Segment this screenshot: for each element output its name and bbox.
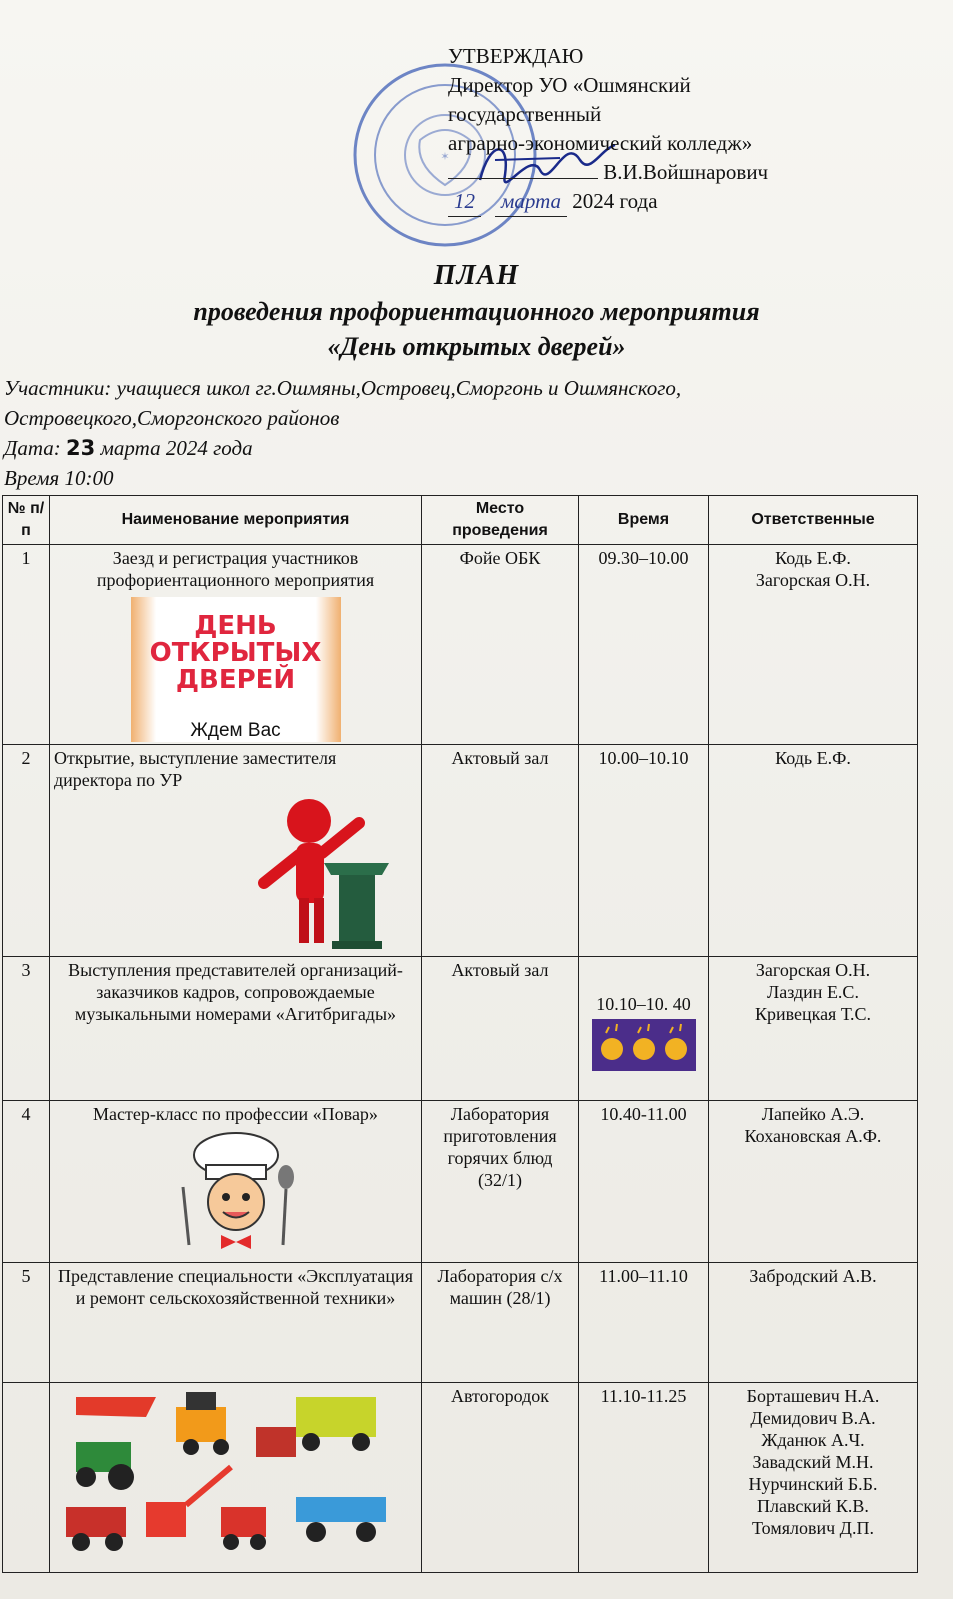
table-row	[3, 1383, 918, 1573]
banner-line3: ДВЕРЕЙ	[175, 665, 296, 695]
table-row	[3, 1101, 918, 1263]
applause-image	[592, 1019, 696, 1071]
approval-block	[448, 42, 868, 217]
participants-label: Участники:	[4, 376, 112, 400]
row-responsible	[709, 1263, 918, 1383]
approval-signature-line	[448, 158, 868, 187]
approval-date-day: 12	[448, 187, 481, 217]
svg-text:✶: ✶	[440, 150, 450, 163]
row-time: 11.00–11.10	[579, 1263, 709, 1383]
approval-position-line3: аграрно-экономический колледж»	[448, 131, 753, 155]
participants-line	[4, 373, 949, 403]
responsible-person: Лаздин Е.С.	[767, 982, 859, 1002]
date-day: 23	[66, 436, 96, 460]
title-event-name: «День открытых дверей»	[327, 332, 626, 361]
title-subtitle: проведения профориентационного мероприятия	[193, 297, 760, 326]
time-line: Время 10:00	[4, 466, 114, 490]
responsible-person: Кодь Е.Ф.	[775, 548, 851, 568]
row-num: 2	[3, 745, 50, 957]
row-num: 1	[3, 545, 50, 745]
responsible-person: Кохановская А.Ф.	[744, 1126, 882, 1146]
row-time: 10.40-11.00	[579, 1101, 709, 1263]
row-name: Мастер-класс по профессии «Повар»	[93, 1104, 378, 1124]
responsible-person: Загорская О.Н.	[755, 960, 871, 980]
row-time: 11.10-11.25	[579, 1383, 709, 1573]
responsible-person: Кривецкая Т.С.	[754, 1004, 872, 1024]
responsible-person: Кодь Е.Ф.	[775, 748, 851, 768]
open-day-banner-text	[131, 613, 341, 694]
row-responsible	[709, 745, 918, 957]
row-responsible	[709, 545, 918, 745]
event-plan-table	[2, 495, 918, 1573]
banner-line1: ДЕНЬ	[194, 611, 277, 641]
approval-date-month: марта	[495, 187, 567, 217]
participants-text: учащиеся школ гг.Ошмяны,Островец,Сморгонь и Ошмянского,	[116, 376, 682, 400]
approval-position-line2: государственный	[448, 102, 602, 126]
date-line	[4, 433, 949, 463]
event-meta	[4, 373, 949, 493]
row-place: Актовый зал	[422, 957, 579, 1101]
row-name: Открытие, выступление заместителя директора по УР	[54, 748, 337, 790]
row-time-cell	[579, 957, 709, 1101]
row-num: 3	[3, 957, 50, 1101]
approval-position: Директор УО «Ошмянский	[448, 73, 691, 97]
table-header-row	[3, 496, 918, 545]
responsible-person: Лапейко А.Э.	[761, 1104, 865, 1124]
banner-line2: ОТКРЫТЫХ	[149, 638, 322, 668]
row-responsible	[709, 1383, 918, 1573]
row-name: Представление специальности «Эксплуатация и ремонт сельскохозяйственной техники»	[50, 1263, 422, 1383]
responsible-person: Жданюк А.Ч.	[761, 1430, 865, 1450]
row-name-cell	[50, 1101, 422, 1263]
row-name-cell	[50, 1383, 422, 1573]
approval-date-year: 2024 года	[572, 189, 658, 213]
row-num	[3, 1383, 50, 1573]
responsible-person: Демидович В.А.	[750, 1408, 876, 1428]
header-name: Наименование мероприятия	[50, 496, 422, 545]
table-row	[3, 957, 918, 1101]
row-num: 5	[3, 1263, 50, 1383]
header-responsible: Ответственные	[709, 496, 918, 545]
open-day-banner-image	[131, 597, 341, 742]
row-num: 4	[3, 1101, 50, 1263]
row-place: Лаборатория с/х машин (28/1)	[422, 1263, 579, 1383]
chef-image	[171, 1127, 301, 1257]
row-name-cell	[50, 545, 422, 745]
row-time: 10.00–10.10	[579, 745, 709, 957]
row-place: Автогородок	[422, 1383, 579, 1573]
row-place: Лаборатория приготовления горячих блюд (32/1)	[422, 1101, 579, 1263]
row-name-cell	[50, 745, 422, 957]
title-plan: ПЛАН	[433, 260, 520, 291]
responsible-person: Томялович Д.П.	[752, 1518, 874, 1538]
row-time: 10.10–10. 40	[596, 994, 691, 1014]
responsible-person: Нурчинский Б.Б.	[748, 1474, 878, 1494]
approval-date-line	[448, 187, 868, 217]
table-row	[3, 745, 918, 957]
responsible-person: Плавский К.В.	[757, 1496, 869, 1516]
responsible-person: Забродский А.В.	[749, 1266, 877, 1286]
banner-sub: Ждем Вас	[190, 720, 281, 741]
responsible-person: Борташевич Н.А.	[746, 1386, 880, 1406]
agricultural-machinery-image	[56, 1387, 416, 1562]
row-name: Заезд и регистрация участников профориентационного мероприятия	[96, 548, 375, 590]
approval-signer: В.И.Войшнарович	[603, 160, 769, 184]
table-row	[3, 545, 918, 745]
row-place: Актовый зал	[422, 745, 579, 957]
row-time: 09.30–10.00	[579, 545, 709, 745]
approval-heading: УТВЕРЖДАЮ	[448, 44, 584, 68]
date-label: Дата:	[4, 436, 61, 460]
participants-line2: Островецкого,Сморгонского районов	[4, 406, 340, 430]
document-title	[0, 258, 953, 364]
header-place: Место проведения	[422, 496, 579, 545]
row-place: Фойе ОБК	[422, 545, 579, 745]
responsible-person: Загорская О.Н.	[755, 570, 871, 590]
header-time: Время	[579, 496, 709, 545]
row-name: Выступления представителей организаций-заказчиков кадров, сопровождаемые музыкальными номерами «Агитбригады»	[50, 957, 422, 1101]
date-rest: марта 2024 года	[100, 436, 253, 460]
speaker-at-podium-image	[254, 793, 414, 953]
header-num: № п/п	[3, 496, 50, 545]
row-responsible	[709, 957, 918, 1101]
table-row	[3, 1263, 918, 1383]
responsible-person: Завадский М.Н.	[752, 1452, 874, 1472]
row-responsible	[709, 1101, 918, 1263]
